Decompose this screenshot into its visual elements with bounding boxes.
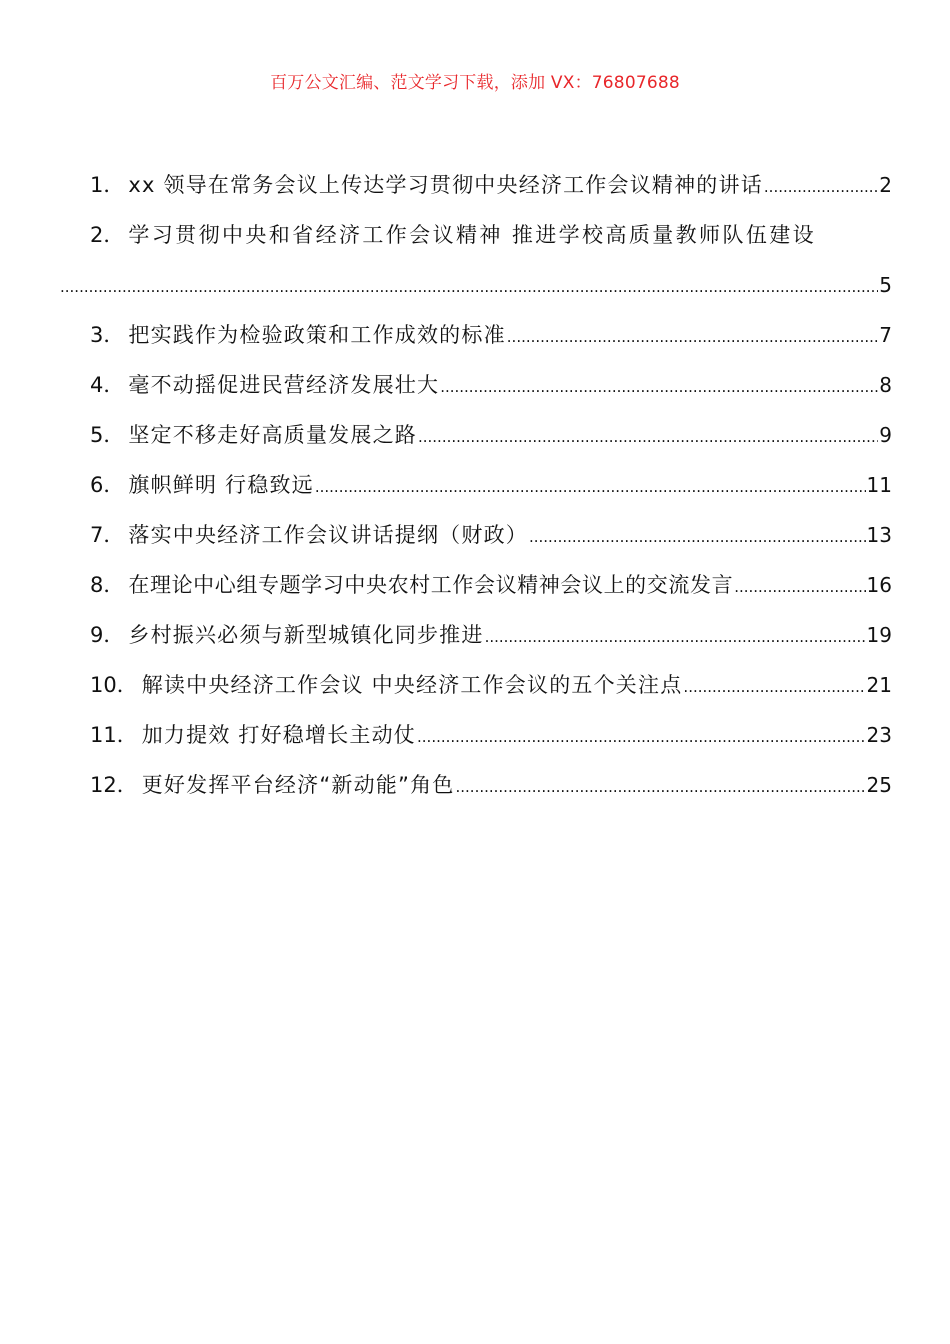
toc-item-6[interactable] bbox=[60, 460, 892, 510]
toc-dot-leader bbox=[60, 262, 878, 312]
toc-dot-leader bbox=[440, 362, 878, 412]
toc-item-title: xx 领导在常务会议上传达学习贯彻中央经济工作会议精神的讲话 bbox=[128, 173, 763, 197]
toc-item-page: 16 bbox=[866, 573, 892, 597]
toc-item-number: 9． bbox=[90, 623, 125, 647]
toc-dot-leader bbox=[315, 462, 866, 512]
toc-item-number: 12． bbox=[90, 773, 138, 797]
toc-item-page: 23 bbox=[866, 723, 892, 747]
toc-dot-leader bbox=[734, 562, 865, 612]
toc-dot-leader bbox=[529, 512, 866, 562]
toc-item-page: 8 bbox=[879, 373, 892, 397]
toc-item-number: 6． bbox=[90, 473, 125, 497]
toc-dot-leader bbox=[683, 662, 865, 712]
toc-item-title: 解读中央经济工作会议 中央经济工作会议的五个关注点 bbox=[141, 673, 683, 697]
toc-item-title: 旗帜鲜明 行稳致远 bbox=[128, 473, 314, 497]
toc-item-9[interactable] bbox=[60, 610, 892, 660]
toc-item-number: 2． bbox=[90, 223, 125, 247]
toc-item-11[interactable] bbox=[60, 710, 892, 760]
toc-item-number: 1． bbox=[90, 173, 125, 197]
toc-item-page: 13 bbox=[866, 523, 892, 547]
toc-item-page: 19 bbox=[866, 623, 892, 647]
toc-item-4[interactable] bbox=[60, 360, 892, 410]
toc-item-title: 毫不动摇促进民营经济发展壮大 bbox=[128, 373, 440, 397]
toc-item-number: 3． bbox=[90, 323, 125, 347]
toc-item-page: 25 bbox=[866, 773, 892, 797]
toc-item-title: 乡村振兴必须与新型城镇化同步推进 bbox=[128, 623, 484, 647]
toc-dot-leader bbox=[485, 612, 866, 662]
toc-dot-leader bbox=[418, 412, 878, 462]
toc-item-title: 把实践作为检验政策和工作成效的标准 bbox=[128, 323, 506, 347]
header-note: 百万公文汇编、范文学习下载，添加 VX：76807688 bbox=[270, 73, 680, 93]
toc-item-number: 8． bbox=[90, 573, 125, 597]
toc-item-page: 21 bbox=[866, 673, 892, 697]
toc-item-page: 11 bbox=[866, 473, 892, 497]
toc-item-title: 落实中央经济工作会议讲话提纲（财政） bbox=[128, 523, 528, 547]
toc-item-title: 学习贯彻中央和省经济工作会议精神 推进学校高质量教师队伍建设 bbox=[128, 223, 817, 247]
toc-dot-leader bbox=[456, 762, 866, 812]
toc-item-page: 7 bbox=[879, 323, 892, 347]
toc-item-title: 更好发挥平台经济“新动能”角色 bbox=[141, 773, 455, 797]
toc-item-page: 9 bbox=[879, 423, 892, 447]
table-of-contents bbox=[60, 160, 892, 810]
toc-item-page: 5 bbox=[879, 273, 892, 297]
toc-item-2-continuation[interactable] bbox=[60, 260, 892, 310]
toc-item-12[interactable] bbox=[60, 760, 892, 810]
toc-item-3[interactable] bbox=[60, 310, 892, 360]
toc-item-number: 7． bbox=[90, 523, 125, 547]
toc-item-number: 10． bbox=[90, 673, 138, 697]
toc-item-number: 11． bbox=[90, 723, 138, 747]
toc-dot-leader bbox=[764, 162, 878, 212]
toc-item-7[interactable] bbox=[60, 510, 892, 560]
toc-item-title: 坚定不移走好高质量发展之路 bbox=[128, 423, 417, 447]
toc-item-title: 加力提效 打好稳增长主动仗 bbox=[141, 723, 417, 747]
toc-item-1[interactable] bbox=[60, 160, 892, 210]
toc-dot-leader bbox=[507, 312, 878, 362]
toc-item-number: 4． bbox=[90, 373, 125, 397]
toc-item-page: 2 bbox=[879, 173, 892, 197]
toc-item-2[interactable] bbox=[60, 210, 892, 260]
toc-item-10[interactable] bbox=[60, 660, 892, 710]
toc-item-8[interactable] bbox=[60, 560, 892, 610]
toc-item-title: 在理论中心组专题学习中央农村工作会议精神会议上的交流发言 bbox=[128, 573, 734, 597]
toc-item-5[interactable] bbox=[60, 410, 892, 460]
toc-item-number: 5． bbox=[90, 423, 125, 447]
toc-dot-leader bbox=[417, 712, 866, 762]
